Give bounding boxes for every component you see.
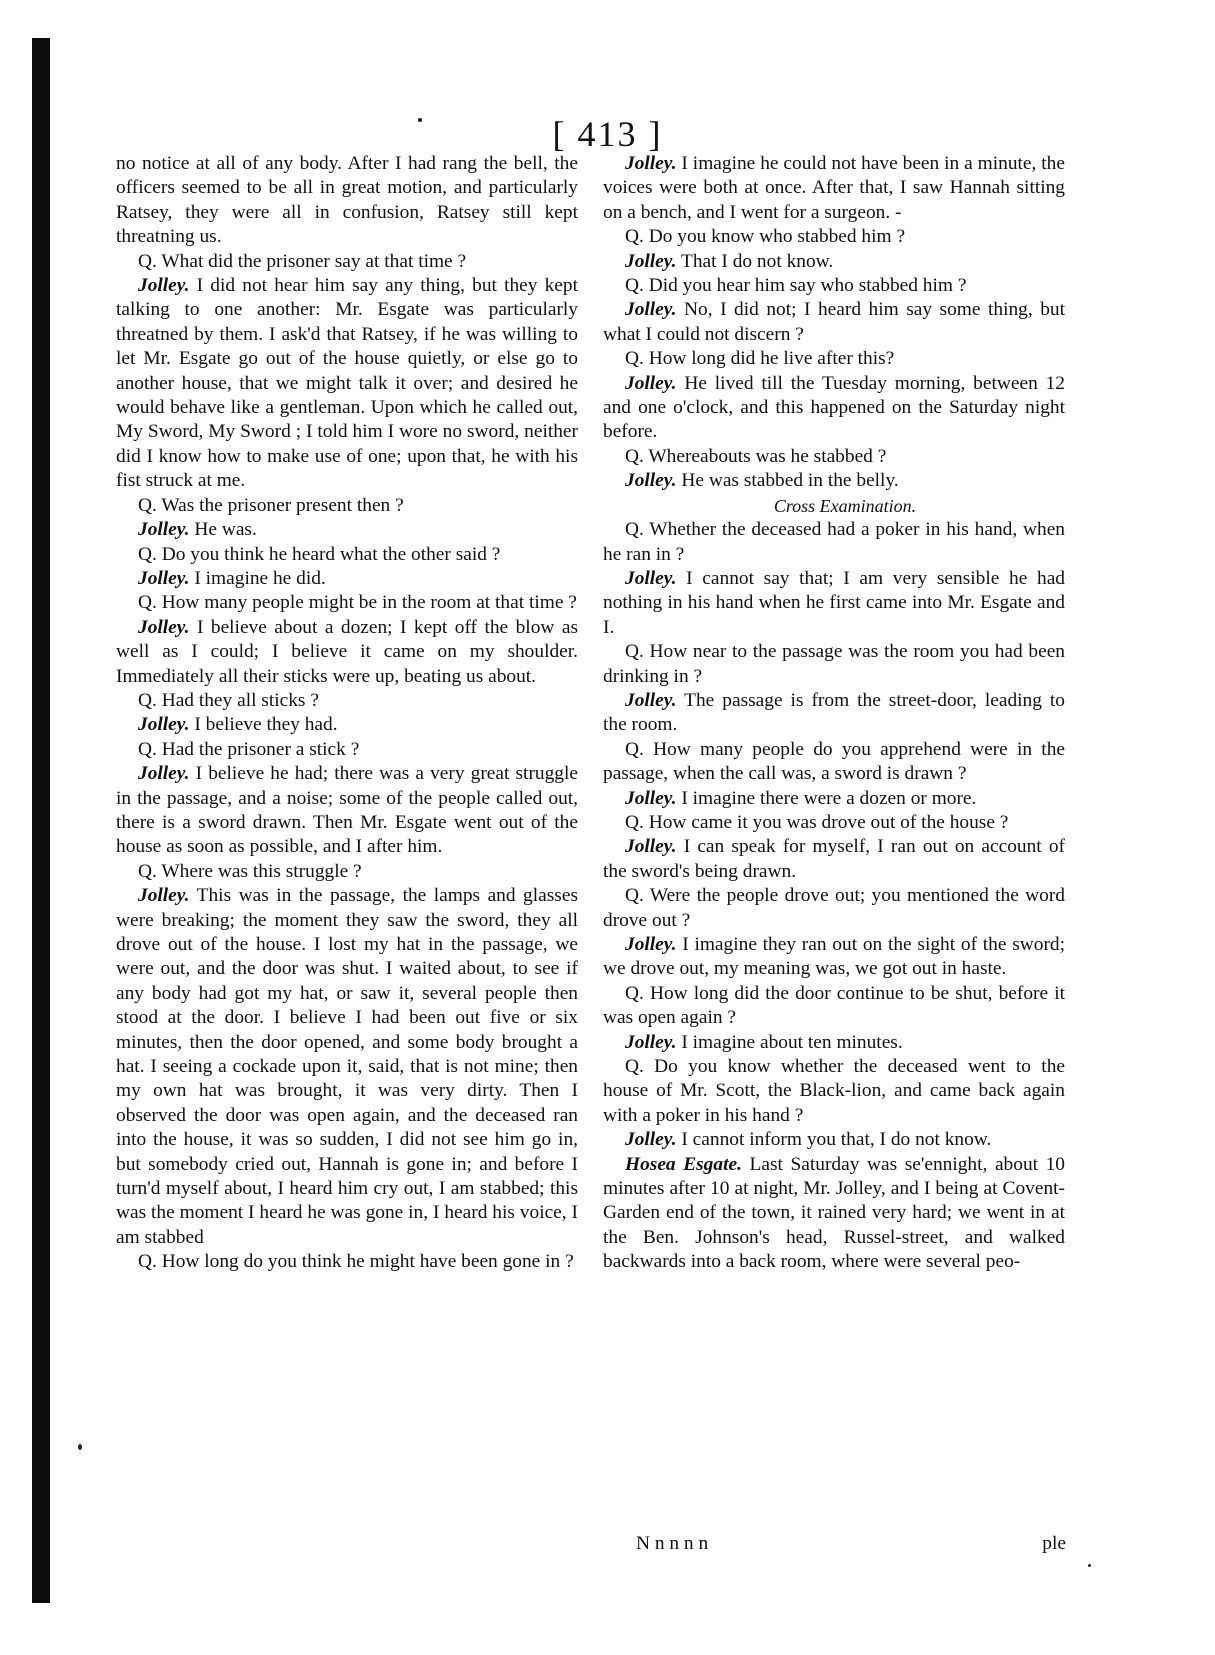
- paragraph-text: He was stabbed in the belly.: [676, 470, 899, 492]
- paragraph: [603, 152, 1065, 225]
- paragraph-text: I did not hear him say any thing, but they kept talking to one another: Mr. Esgate was particularly threatned by them. I ask'd that Ratsey, if he was willing to let Mr. Esgate go out of the house quietly, or else go to another house, that we might talk it over; and desired he would behave like a gentleman. Upon which he called out, My Sword, My Sword ; I told him I wore no sword, neither did I know how to make use of one; upon that, he with his fist struck at me.: [116, 275, 578, 492]
- right-column: [603, 152, 1065, 1275]
- paragraph: [603, 835, 1065, 884]
- paragraph-text: I cannot say that; I am very sensible he had nothing in his hand when he first came into Mr. Esgate and I.: [603, 567, 1065, 638]
- paragraph-text: I can speak for myself, I ran out on account of the sword's being drawn.: [603, 836, 1065, 882]
- paragraph: [116, 860, 578, 884]
- signature-mark: N n n n n: [636, 1533, 709, 1554]
- paragraph-text: The passage is from the street-door, leading to the room.: [603, 689, 1065, 736]
- paragraph-text: I believe he had; there was a very great struggle in the passage, and a noise; some of the people called out, there is a sword drawn. Then Mr. Esgate went out of the house as soon as possible, and I after him.: [116, 763, 578, 858]
- speaker-name: Jolley.: [625, 470, 677, 492]
- paragraph-text: Q. Whereabouts was he stabbed ?: [625, 445, 887, 467]
- paragraph: [116, 543, 578, 567]
- paragraph: [116, 518, 578, 542]
- paragraph: [603, 469, 1065, 493]
- paragraph: [603, 689, 1065, 738]
- paragraph: [603, 811, 1065, 835]
- speaker-name: Jolley.: [625, 787, 677, 809]
- paragraph: [603, 347, 1065, 371]
- paragraph-text: I imagine they ran out on the sight of the sword; we drove out, my meaning was, we got out in haste.: [603, 934, 1065, 980]
- speaker-name: Jolley.: [138, 567, 190, 589]
- ink-speck: [1088, 1564, 1091, 1567]
- paragraph: [603, 445, 1065, 469]
- paragraph: [603, 738, 1065, 787]
- speaker-name: Jolley.: [138, 616, 190, 638]
- speaker-name: Jolley.: [138, 275, 190, 297]
- paragraph-text: I imagine he did.: [189, 567, 326, 589]
- cross-examination-text: [603, 518, 1065, 1275]
- speaker-name: Jolley.: [625, 372, 677, 394]
- paragraph: [603, 884, 1065, 933]
- paragraph: [603, 1128, 1065, 1152]
- speaker-name: Jolley.: [625, 153, 677, 174]
- paragraph-text: Q. Had they all sticks ?: [138, 689, 319, 711]
- speaker-name: Jolley.: [138, 885, 190, 907]
- speaker-name: Jolley.: [625, 567, 677, 589]
- paragraph-text: Q. Whether the deceased had a poker in his hand, when he ran in ?: [603, 519, 1065, 565]
- paragraph-text: I imagine he could not have been in a minute, the voices were both at once. After that, I saw Hannah sitting on a bench, and I went for a surgeon. -: [603, 153, 1065, 223]
- paragraph-text: Q. What did the prisoner say at that time ?: [138, 250, 467, 272]
- paragraph: [603, 298, 1065, 347]
- paragraph: [116, 494, 578, 518]
- paragraph-text: That I do not know.: [676, 250, 834, 272]
- paragraph: [603, 567, 1065, 640]
- paragraph-text: No, I did not; I heard him say some thing, but what I could not discern ?: [603, 299, 1065, 345]
- paragraph-text: Q. How long did he live after this?: [625, 348, 895, 370]
- paragraph: [116, 689, 578, 713]
- paragraph-text: Q. How long do you think he might have been gone in ?: [138, 1251, 574, 1273]
- speaker-name: Jolley.: [625, 299, 677, 321]
- paragraph: [603, 787, 1065, 811]
- paragraph-text: Q. Do you think he heard what the other said ?: [138, 543, 501, 565]
- speaker-name: Jolley.: [138, 714, 190, 736]
- paragraph: [116, 591, 578, 615]
- paragraph: [116, 713, 578, 737]
- paragraph-text: Q. Had the prisoner a stick ?: [138, 738, 360, 760]
- paragraph: [603, 982, 1065, 1031]
- speaker-name: Jolley.: [625, 836, 677, 858]
- paragraph: [603, 225, 1065, 249]
- speaker-name: Jolley.: [625, 1031, 677, 1053]
- paragraph-text: Q. Do you know who stabbed him ?: [625, 226, 906, 248]
- left-column: [116, 152, 578, 1275]
- speaker-name: Jolley.: [625, 1129, 677, 1151]
- paragraph-text: I imagine there were a dozen or more.: [676, 787, 977, 809]
- speaker-name: Hosea Esgate.: [625, 1153, 742, 1175]
- paragraph: [116, 1250, 578, 1274]
- paragraph-text: Last Saturday was se'ennight, about 10 minutes after 10 at night, Mr. Jolley, and I being at Covent-Garden end of the town, it rained very hard; we went in at the Ben. Johnson's head, Russel-street, and walked backwards into a back room, where were several peo-: [603, 1153, 1065, 1273]
- paragraph: [116, 152, 578, 250]
- paragraph-text: Q. How near to the passage was the room you had been drinking in ?: [603, 641, 1065, 687]
- examination-text: [603, 152, 1065, 494]
- paragraph: [116, 616, 578, 689]
- paragraph-text: Q. How came it you was drove out of the house ?: [625, 811, 1009, 833]
- binding-edge: [32, 38, 50, 1603]
- paragraph: [603, 640, 1065, 689]
- paragraph-text: He lived till the Tuesday morning, between 12 and one o'clock, and this happened on the Saturday night before.: [603, 372, 1065, 443]
- paragraph-text: I cannot inform you that, I do not know.: [676, 1129, 992, 1151]
- paragraph: [603, 1153, 1065, 1275]
- paragraph-text: Q. Do you know whether the deceased went to the house of Mr. Scott, the Black-lion, and came back again with a poker in his hand ?: [603, 1056, 1065, 1126]
- paragraph: [116, 738, 578, 762]
- ink-speck: [78, 1444, 82, 1450]
- speaker-name: Jolley.: [138, 519, 190, 541]
- catchword: ple: [1042, 1533, 1066, 1554]
- ink-speck: [418, 118, 422, 122]
- paragraph-text: Q. How long did the door continue to be shut, before it was open again ?: [603, 982, 1065, 1029]
- signature-line: [636, 1533, 1066, 1555]
- paragraph: [603, 274, 1065, 298]
- paragraph-text: This was in the passage, the lamps and glasses were breaking; the moment they saw the sword, they all drove out of the house. I lost my hat in the passage, we were out, and the door was shut. I waited about, to see if any body had got my hat, or saw it, several people then stood at the door. I believe I had been out five or six minutes, then the door opened, and some body brought a hat. I seeing a cockade upon it, said, that is not mine; then my own hat was brought, it was very dirty. Then I observed the door was open again, and the deceased ran into the house, it was so sudden, I did not see him go in, but somebody cried out, Hannah is gone in; and before I turn'd myself about, I heard him cry out, I am stabbed; this was the moment I heard he was gone in, I heard his voice, I am stabbed: [116, 885, 578, 1248]
- paragraph: [116, 884, 578, 1250]
- paragraph: [116, 250, 578, 274]
- paragraph-text: Q. Was the prisoner present then ?: [138, 494, 404, 516]
- paragraph-text: I believe they had.: [189, 714, 338, 736]
- paragraph-text: I believe about a dozen; I kept off the blow as well as I could; I believe it came on my shoulder. Immediately all their sticks were up, beating us about.: [116, 616, 578, 687]
- speaker-name: Jolley.: [625, 689, 677, 711]
- paragraph-text: Q. Where was this struggle ?: [138, 860, 362, 882]
- paragraph-text: Q. Were the people drove out; you mentioned the word drove out ?: [603, 885, 1065, 931]
- paragraph-text: Q. How many people do you apprehend were in the passage, when the call was, a sword is drawn ?: [603, 738, 1065, 785]
- paragraph-text: Q. Did you hear him say who stabbed him ?: [625, 275, 967, 297]
- speaker-name: Jolley.: [625, 250, 677, 272]
- paragraph-text: Q. How many people might be in the room at that time ?: [138, 592, 577, 614]
- paragraph: [116, 762, 578, 860]
- paragraph: [116, 274, 578, 494]
- paragraph-text: no notice at all of any body. After I had rang the bell, the officers seemed to be all in great motion, and particularly Ratsey, they were all in confusion, Ratsey still kept threatning us.: [116, 153, 578, 248]
- paragraph: [603, 933, 1065, 982]
- paragraph: [603, 518, 1065, 567]
- paragraph: [603, 250, 1065, 274]
- speaker-name: Jolley.: [138, 763, 190, 785]
- paragraph: [116, 567, 578, 591]
- cross-examination-heading: Cross Examination.: [773, 495, 917, 516]
- paragraph: [603, 372, 1065, 445]
- page-number: [ 413 ]: [552, 114, 663, 154]
- paragraph-text: I imagine about ten minutes.: [676, 1031, 903, 1053]
- paragraph-text: He was.: [189, 519, 257, 541]
- paragraph: [603, 1031, 1065, 1055]
- paragraph: [603, 1055, 1065, 1128]
- speaker-name: Jolley.: [625, 934, 677, 955]
